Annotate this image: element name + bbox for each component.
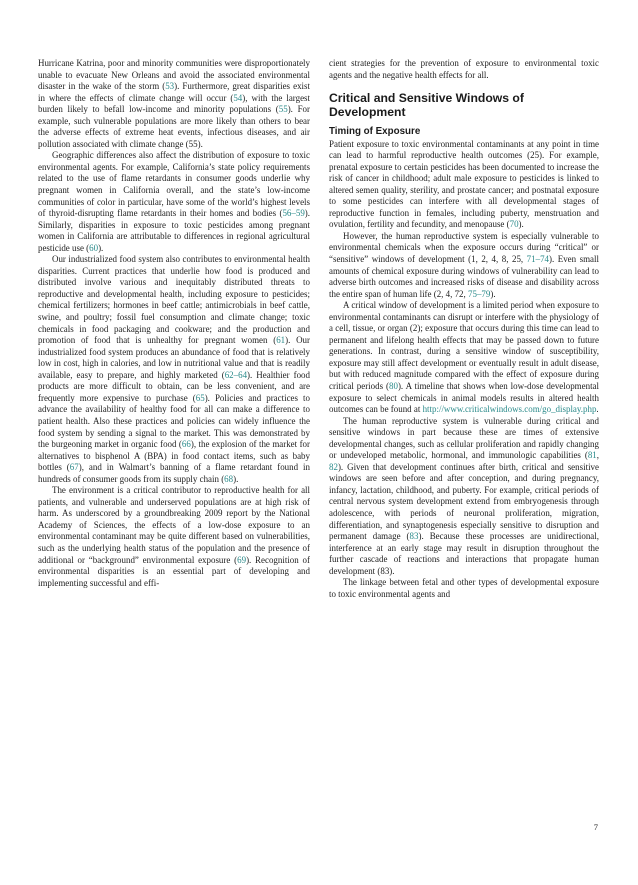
reference-link[interactable]: 53 (165, 81, 175, 92)
paragraph: Geographic differences also affect the distribution of exposure to toxic environmental agents. For example, California’s state policy requirements related to the use of flame retardants in consumer goods underlie why pregnant women in California overall, and the state’s low-income communities of color in particular, have some of the world’s highest levels of thyroid-disrupting flame retardants in their homes and bodies (56–59). Similarly, disparities in exposure to toxic pesticides among pregnant women in California are attributable to differences in regional agricultural pesticide use (60). (38, 150, 310, 253)
reference-link[interactable]: 83 (409, 531, 419, 542)
reference-link[interactable]: 62–64 (224, 369, 248, 380)
paragraph: The human reproductive system is vulnerable during critical and sensitive windows in part because these are times of extensive developmental changes, such as cellular proliferation and rapidly changing or undeveloped metabolic, hormonal, and immunologic capabilities (81, 82). Given that development continues after birth, critical and sensitive windows are seen before and after conception, and during pregnancy, infancy, lactation, childhood, and puberty. For example, critical periods of central nervous system development extend from embryogenesis through adolescence, with periods of neuronal proliferation, migration, differentiation, and synaptogenesis especially sensitive to disruption and permanent damage (83). Because these processes are unidirectional, interference at an early stage may result in disruption throughout the further cascade of reactions and interactions that propagate human development (83). (329, 415, 599, 576)
continued-paragraph: cient strategies for the prevention of exposure to environmental toxic agents and the negative health effects for all. (329, 58, 599, 80)
paragraph: Hurricane Katrina, poor and minority communities were disproportionately unable to evacuate New Orleans and avoid the associated environmental disaster in the wake of the storm (53). Furthermore, great disparities exist in where the effects of climate change will occur (54), with the largest burden likely to befall low-income and minority populations (55). For example, such vulnerable populations are more likely than others to bear the adverse effects of extreme heat events, infectious diseases, and air pollution associated with climate change (55). (38, 58, 311, 149)
section-heading: Critical and Sensitive Windows of Development (329, 91, 524, 120)
left-column (38, 58, 310, 589)
reference-link[interactable]: 82 (329, 461, 338, 472)
paragraph: The linkage between fetal and other types of developmental exposure to toxic environmental agents and (329, 577, 599, 599)
reference-link[interactable]: 68 (224, 473, 234, 484)
reference-link[interactable]: 56–59 (282, 208, 305, 219)
reference-link[interactable]: 55 (278, 104, 288, 115)
reference-link[interactable]: 61 (276, 335, 286, 346)
paragraph: Patient exposure to toxic environmental contaminants at any point in time can lead to harmful reproductive health outcomes (25). For example, prenatal exposure to certain pesticides has been documented to increase the risk of cancer in childhood; adult male exposure to pesticides is linked to altered semen quality, sterility, and prostate cancer; and postnatal exposure to some pesticides can interfere with all developmental stages of reproductive function in females, including puberty, menstruation and ovulation, fertility and fecundity, and menopause (70). (329, 138, 599, 230)
reference-link[interactable]: 67 (69, 462, 79, 473)
paragraph: However, the human reproductive system is especially vulnerable to environmental chemicals when the exposure occurs during “critical” or “sensitive” windows of development (1, 2, 4, 8, 25, 71–74). Even small amounts of chemical exposure during windows of vulnerability can lead to adverse birth outcomes and increased risks of disease and disability across the entire span of human life (2, 4, 72, 75–79). (329, 230, 599, 299)
reference-link[interactable]: 60 (89, 242, 99, 253)
reference-link[interactable]: http://www.criticalwindows.com/go_display.php (422, 404, 597, 415)
subheading: Timing of Exposure (329, 125, 421, 137)
reference-link[interactable]: 75–79 (468, 288, 491, 299)
paragraph: The environment is a critical contributor to reproductive health for all patients, and vulnerable and underserved populations are at high risk of harm. As underscored by a groundbreaking 2009 report by the National Academy of Sciences, the effects of a low-dose exposure to an environmental contaminant may be quite different based on vulnerabilities, such as the underlying health status of the population and the presence of additional or “background” environmental exposure (69). Recognition of environmental disparities is an essential part of developing and implementing successful and effi- (38, 485, 310, 588)
paragraph: A critical window of development is a limited period when exposure to environmental contaminants can disrupt or interfere with the physiology of a cell, tissue, or organ (2); exposure that occurs during this time can lead to permanent and lifelong health effects that may be passed down to future generations. In contrast, during a sensitive window of susceptibility, exposure may still affect development or eventually result in adult disease, but with reduced magnitude compared with the effect of exposure during critical periods (80). A timeline that shows when low-dose developmental exposure to select chemicals in animal models results in altered health outcomes can be found at http://www.criticalwindows.com/go_display.php. (329, 300, 599, 415)
reference-link[interactable]: 70 (509, 219, 519, 230)
reference-link[interactable]: 81 (587, 450, 597, 461)
reference-link[interactable]: 54 (233, 92, 243, 103)
reference-link[interactable]: 69 (237, 554, 247, 565)
reference-link[interactable]: 80 (389, 380, 398, 391)
right-column (329, 58, 599, 600)
page-number: 7 (593, 822, 598, 832)
reference-link[interactable]: 65 (195, 392, 205, 403)
right-paragraphs (329, 139, 599, 601)
reference-link[interactable]: 66 (181, 439, 191, 450)
paragraph: Our industrialized food system also contributes to environmental health disparities. Current practices that underlie how food is produced and distributed involve various and inequitably distributed threats to reproductive and developmental health, including exposure to pesticides; chemical fertilizers; hormones in beef cattle; antimicrobials in beef cattle, swine, and poultry; fossil fuel consumption and climate change; toxic chemicals in food packaging and cookware; and the production and promotion of food that is unhealthy for pregnant women (61). Our industrialized food system produces an abundance of food that is relatively low in cost, high in calories, and low in nutritional value and that is readily available, easy to prepare, and highly marketed (62–64). Healthier food products are more difficult to obtain, can be less convenient, and are frequently more expensive to purchase (65). Policies and practices to advance the availability of healthy food for all can make a difference to patient health. Also these practices and policies can widely influence the food system by sending a signal to the market. This was demonstrated by the burgeoning market in organic food (66), the explosion of the market for alternatives to bisphenol A (BPA) in food contact items, such as baby bottles (67), and in Walmart’s banning of a flame retardant found in hundreds of consumer goods from its supply chain (68). (38, 254, 311, 484)
reference-link[interactable]: 71–74 (526, 253, 550, 264)
